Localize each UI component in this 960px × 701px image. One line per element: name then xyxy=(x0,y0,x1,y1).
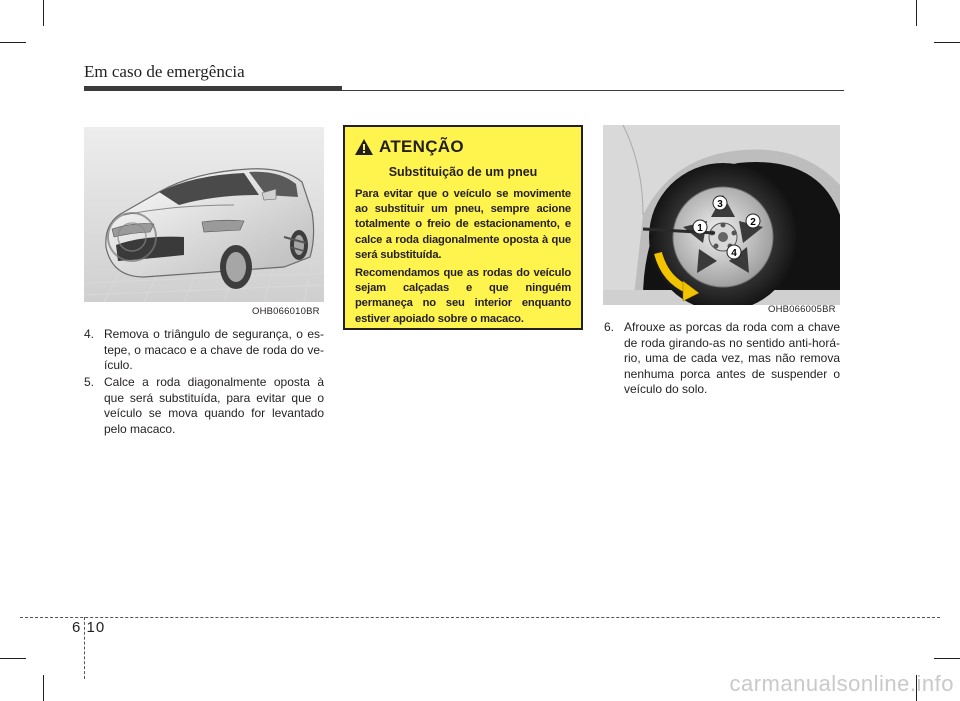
step-number: 5. xyxy=(84,375,95,389)
step-6 xyxy=(604,320,840,398)
header-rule xyxy=(84,86,342,91)
warning-subtitle: Substituição de um pneu xyxy=(388,165,538,179)
wheel-image xyxy=(603,125,840,305)
warning-header xyxy=(355,137,571,157)
section-title: Em caso de emergência xyxy=(84,62,245,81)
footer-rule xyxy=(20,617,940,618)
wheel-label-4: 4 xyxy=(731,248,737,259)
warning-title: ATENÇÃO xyxy=(379,137,464,156)
car-illustration xyxy=(84,127,324,302)
header-rule-thin xyxy=(342,90,844,91)
step-text: Afrouxe as porcas da roda com a chave de roda girando-as no sentido anti-horário, uma de cada vez, mas não remova nenhuma porca antes de suspender o veículo do solo. xyxy=(624,320,840,396)
crop-mark xyxy=(0,658,26,659)
car-image xyxy=(84,127,324,302)
warning-box xyxy=(343,125,583,330)
wheel-label-1: 1 xyxy=(697,223,703,234)
step-text: Calce a roda diagonalmente oposta à que será substituída, para evitar que o veículo se mova quando for levantado pelo macaco. xyxy=(104,375,324,436)
page-number: 6 10 xyxy=(72,619,106,636)
warning-body xyxy=(355,187,571,327)
step-4 xyxy=(84,327,324,374)
warning-paragraph: Para evitar que o veículo se movimente ao substituir um pneu, sempre acione totalmente o freio de estacionamento, e calce a roda diagonalmente oposta à que será substituída. xyxy=(355,188,571,261)
step-number: 6. xyxy=(604,320,615,334)
figure-caption-wheel: OHB066005BR xyxy=(768,304,836,315)
crop-mark xyxy=(0,42,26,43)
warning-paragraph: Recomendamos que as rodas do veículo sejam calçadas e que ninguém permaneça no seu interior enquanto estiver apoiado sobre o macaco. xyxy=(355,267,571,325)
step-text: Remova o triângulo de segurança, o estepe, o macaco e a chave de roda do veículo. xyxy=(104,327,324,372)
step-number: 4. xyxy=(84,327,95,341)
wheel-label-2: 2 xyxy=(750,217,756,228)
warning-triangle-icon xyxy=(355,139,373,155)
crop-mark xyxy=(934,658,960,659)
wheel-label-3: 3 xyxy=(717,199,723,210)
crop-mark xyxy=(43,0,44,26)
watermark: carmanualsonline.info xyxy=(729,671,954,696)
figure-caption-car: OHB066010BR xyxy=(252,306,320,317)
crop-mark xyxy=(934,42,960,43)
wheel-illustration xyxy=(603,125,840,305)
step-5 xyxy=(84,375,324,437)
crop-mark xyxy=(916,0,917,26)
crop-mark xyxy=(43,675,44,701)
